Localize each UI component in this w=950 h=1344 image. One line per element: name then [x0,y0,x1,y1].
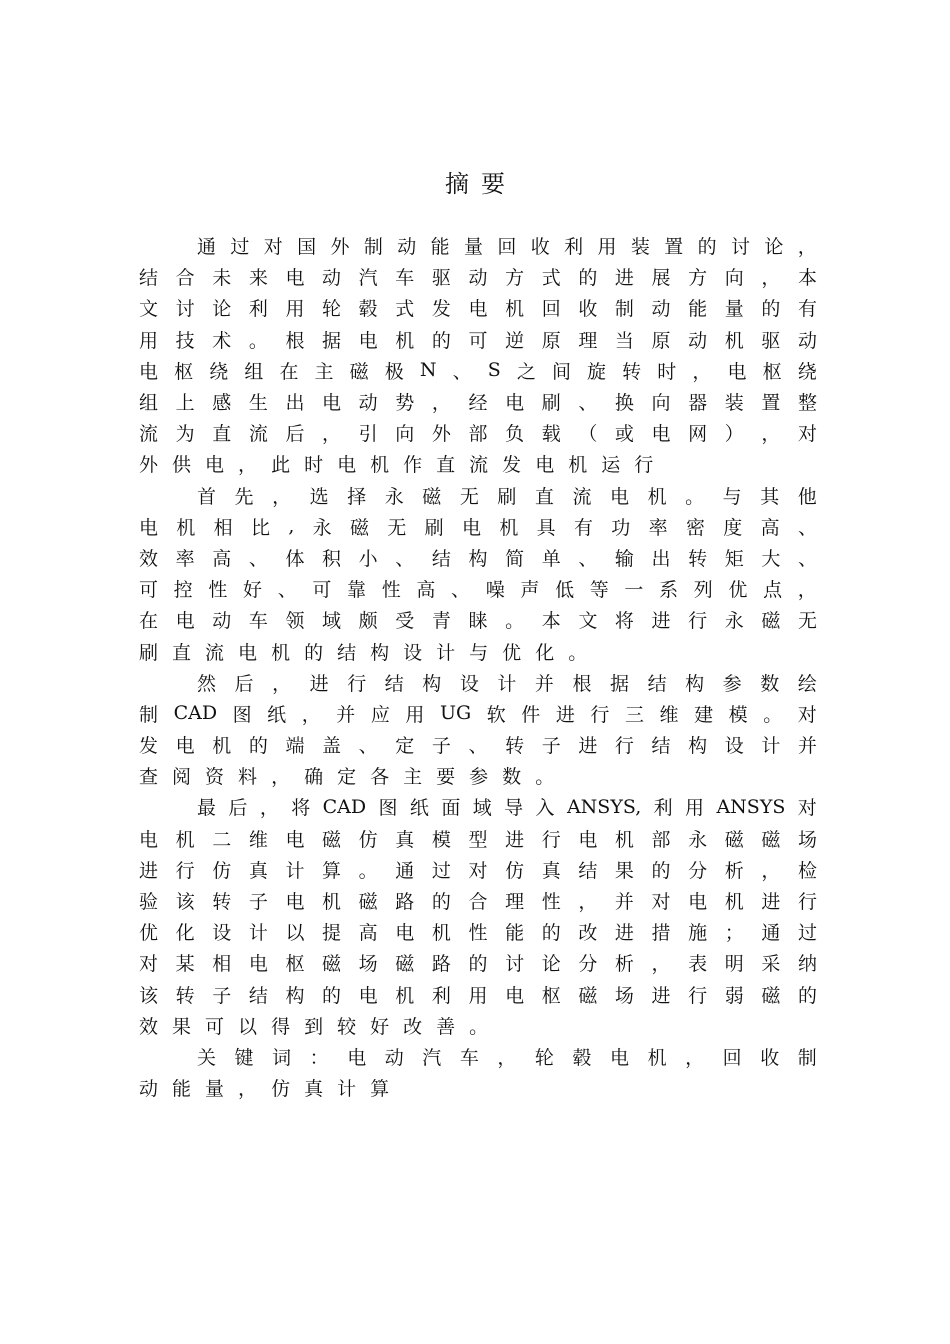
text-line: 对 某 相 电 枢 磁 场 磁 路 的 讨 论 分 析 ， 表 明 采 纳 [139,953,817,976]
text-line: 电 机 相 比 , 永 磁 无 刷 电 机 具 有 功 率 密 度 高 、 [139,515,817,539]
text-line: 可 控 性 好 、 可 靠 性 高 、 噪 声 低 等 一 系 列 优 点 ， [139,579,817,602]
paragraph-first [139,480,817,667]
text-line: 文 讨 论 利 用 轮 毂 式 发 电 机 回 收 制 动 能 量 的 有 [139,298,817,321]
text-line: 首 先 ， 选 择 永 磁 无 刷 直 流 电 机 。 与 其 他 [197,485,817,508]
text-line: 验 该 转 子 电 机 磁 路 的 合 理 性 ， 并 对 电 机 进 行 [139,891,817,914]
text-line: 组 上 感 生 出 电 动 势 ， 经 电 刷 、 换 向 器 装 置 整 [139,392,817,415]
text-line: 优 化 设 计 以 提 高 电 机 性 能 的 改 进 措 施 ； 通 过 [139,922,817,945]
text-line: 查 阅 资 料 ， 确 定 各 主 要 参 数 。 [139,766,555,789]
text-line: 刷 直 流 电 机 的 结 构 设 计 与 优 化 。 [139,641,588,664]
text-line: 动 能 量 ， 仿 真 计 算 [139,1078,390,1101]
text-line: 电 枢 绕 组 在 主 磁 极 N 、 S 之 间 旋 转 时 ， 电 枢 绕 [139,359,817,383]
text-line: 在 电 动 车 领 域 颇 受 青 睐 。 本 文 将 进 行 永 磁 无 [139,610,817,633]
page-title: 摘要 [445,170,517,198]
abstract-body [139,230,817,1103]
text-line: 电 机 二 维 电 磁 仿 真 模 型 进 行 电 机 部 永 磁 磁 场 [139,828,817,851]
text-line: 然 后 ， 进 行 结 构 设 计 并 根 据 结 构 参 数 绘 [197,672,817,695]
paragraph-then [139,667,817,792]
text-line: 该 转 子 结 构 的 电 机 利 用 电 枢 磁 场 进 行 弱 磁 的 [139,984,817,1007]
paragraph-keywords [139,1041,817,1103]
text-line: 制 CAD 图 纸 ， 并 应 用 UG 软 件 进 行 三 维 建 模 。 对 [139,702,817,726]
text-line: 关 键 词 ： 电 动 汽 车 ， 轮 毂 电 机 ， 回 收 制 [197,1046,817,1069]
text-line: 结 合 未 来 电 动 汽 车 驱 动 方 式 的 进 展 方 向 ， 本 [139,267,817,290]
text-line: 效 率 高 、 体 积 小 、 结 构 简 单 、 输 出 转 矩 大 、 [139,547,817,570]
text-line: 发 电 机 的 端 盖 、 定 子 、 转 子 进 行 结 构 设 计 并 [139,735,817,758]
text-line: 进 行 仿 真 计 算 。 通 过 对 仿 真 结 果 的 分 析 ， 检 [139,859,817,882]
text-line: 流 为 直 流 后 ， 引 向 外 部 负 载 （ 或 电 网 ） ， 对 [139,423,817,446]
text-line: 外 供 电 ， 此 时 电 机 作 直 流 发 电 机 运 行 [139,454,654,477]
text-line: 用 技 术 。 根 据 电 机 的 可 逆 原 理 当 原 动 机 驱 动 [139,329,817,352]
text-line: 最 后 ， 将 CAD 图 纸 面 域 导 入 ANSYS, 利 用 ANSYS 对 [197,795,817,820]
text-line: 效 果 可 以 得 到 较 好 改 善 。 [139,1015,489,1038]
paragraph-intro [139,230,817,480]
text-line: 通 过 对 国 外 制 动 能 量 回 收 利 用 装 置 的 讨 论 ， [197,236,817,259]
paragraph-finally [139,791,817,1041]
